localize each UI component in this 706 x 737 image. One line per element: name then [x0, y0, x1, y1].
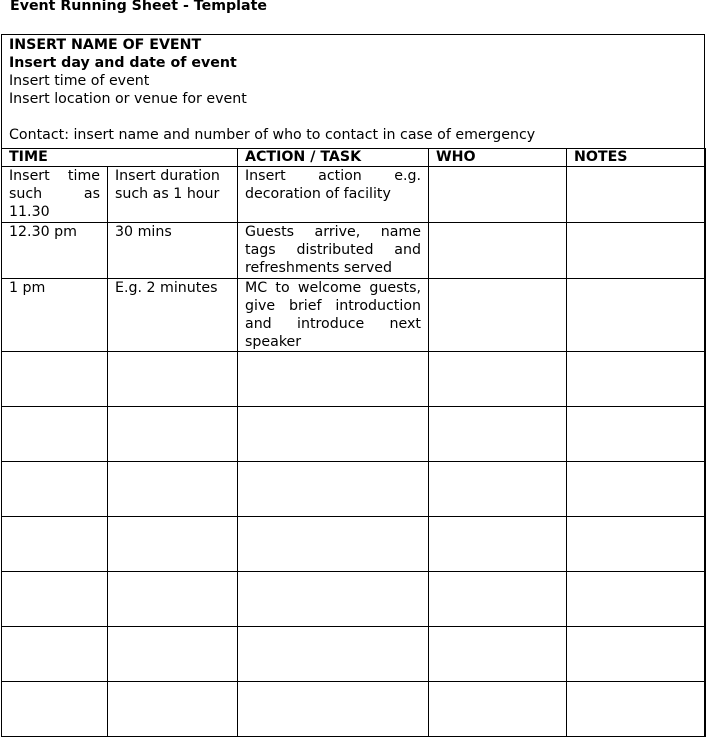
empty-table-row: [2, 517, 706, 572]
empty-cell[interactable]: [108, 517, 238, 572]
column-header-time: TIME: [2, 149, 238, 167]
empty-cell[interactable]: [567, 627, 706, 682]
empty-cell[interactable]: [108, 462, 238, 517]
empty-cell[interactable]: [567, 462, 706, 517]
cell-time: Insert time such as 11.30: [2, 167, 108, 223]
cell-duration: Insert duration such as 1 hour: [108, 167, 238, 223]
table-header-row: [2, 149, 706, 167]
empty-table-row: [2, 627, 706, 682]
cell-notes[interactable]: [567, 278, 706, 352]
empty-cell[interactable]: [429, 627, 567, 682]
table-row: [2, 222, 706, 278]
empty-cell[interactable]: [2, 627, 108, 682]
empty-cell[interactable]: [567, 517, 706, 572]
cell-notes[interactable]: [567, 222, 706, 278]
empty-table-row: [2, 407, 706, 462]
empty-cell[interactable]: [238, 407, 429, 462]
empty-cell[interactable]: [429, 352, 567, 407]
empty-cell[interactable]: [238, 627, 429, 682]
running-sheet: [1, 34, 705, 736]
cell-who[interactable]: [429, 167, 567, 223]
event-header: [2, 35, 704, 149]
empty-cell[interactable]: [2, 572, 108, 627]
column-header-action: ACTION / TASK: [238, 149, 429, 167]
empty-cell[interactable]: [238, 682, 429, 737]
event-time: Insert time of event: [9, 73, 150, 89]
empty-table-row: [2, 352, 706, 407]
empty-cell[interactable]: [429, 572, 567, 627]
table-row: [2, 278, 706, 352]
schedule-table: [1, 148, 706, 737]
event-day-date: Insert day and date of event: [9, 55, 237, 71]
cell-duration: E.g. 2 minutes: [108, 278, 238, 352]
empty-cell[interactable]: [238, 572, 429, 627]
empty-cell[interactable]: [567, 682, 706, 737]
empty-cell[interactable]: [429, 682, 567, 737]
empty-cell[interactable]: [567, 407, 706, 462]
empty-cell[interactable]: [2, 407, 108, 462]
empty-cell[interactable]: [429, 407, 567, 462]
column-header-notes: NOTES: [567, 149, 706, 167]
empty-cell[interactable]: [2, 352, 108, 407]
document-title: Event Running Sheet - Template: [10, 0, 267, 14]
cell-action: Insert action e.g. decoration of facility: [238, 167, 429, 223]
cell-time: 12.30 pm: [2, 222, 108, 278]
empty-cell[interactable]: [238, 352, 429, 407]
empty-table-row: [2, 462, 706, 517]
empty-cell[interactable]: [108, 627, 238, 682]
event-location: Insert location or venue for event: [9, 91, 247, 107]
empty-cell[interactable]: [108, 572, 238, 627]
cell-time: 1 pm: [2, 278, 108, 352]
empty-cell[interactable]: [108, 407, 238, 462]
cell-duration: 30 mins: [108, 222, 238, 278]
empty-cell[interactable]: [429, 462, 567, 517]
empty-cell[interactable]: [2, 517, 108, 572]
empty-cell[interactable]: [108, 352, 238, 407]
empty-cell[interactable]: [108, 682, 238, 737]
table-row: [2, 167, 706, 223]
cell-who[interactable]: [429, 278, 567, 352]
cell-action: MC to welcome guests, give brief introduction and introduce next speaker: [238, 278, 429, 352]
empty-cell[interactable]: [429, 517, 567, 572]
empty-cell[interactable]: [238, 462, 429, 517]
cell-notes[interactable]: [567, 167, 706, 223]
emergency-contact: Contact: insert name and number of who to contact in case of emergency: [9, 127, 536, 143]
column-header-who: WHO: [429, 149, 567, 167]
event-name: INSERT NAME OF EVENT: [9, 37, 202, 53]
empty-cell[interactable]: [2, 682, 108, 737]
empty-cell[interactable]: [567, 352, 706, 407]
cell-who[interactable]: [429, 222, 567, 278]
empty-table-row: [2, 682, 706, 737]
empty-cell[interactable]: [238, 517, 429, 572]
empty-table-row: [2, 572, 706, 627]
empty-cell[interactable]: [567, 572, 706, 627]
cell-action: Guests arrive, name tags distributed and refreshments served: [238, 222, 429, 278]
empty-cell[interactable]: [2, 462, 108, 517]
